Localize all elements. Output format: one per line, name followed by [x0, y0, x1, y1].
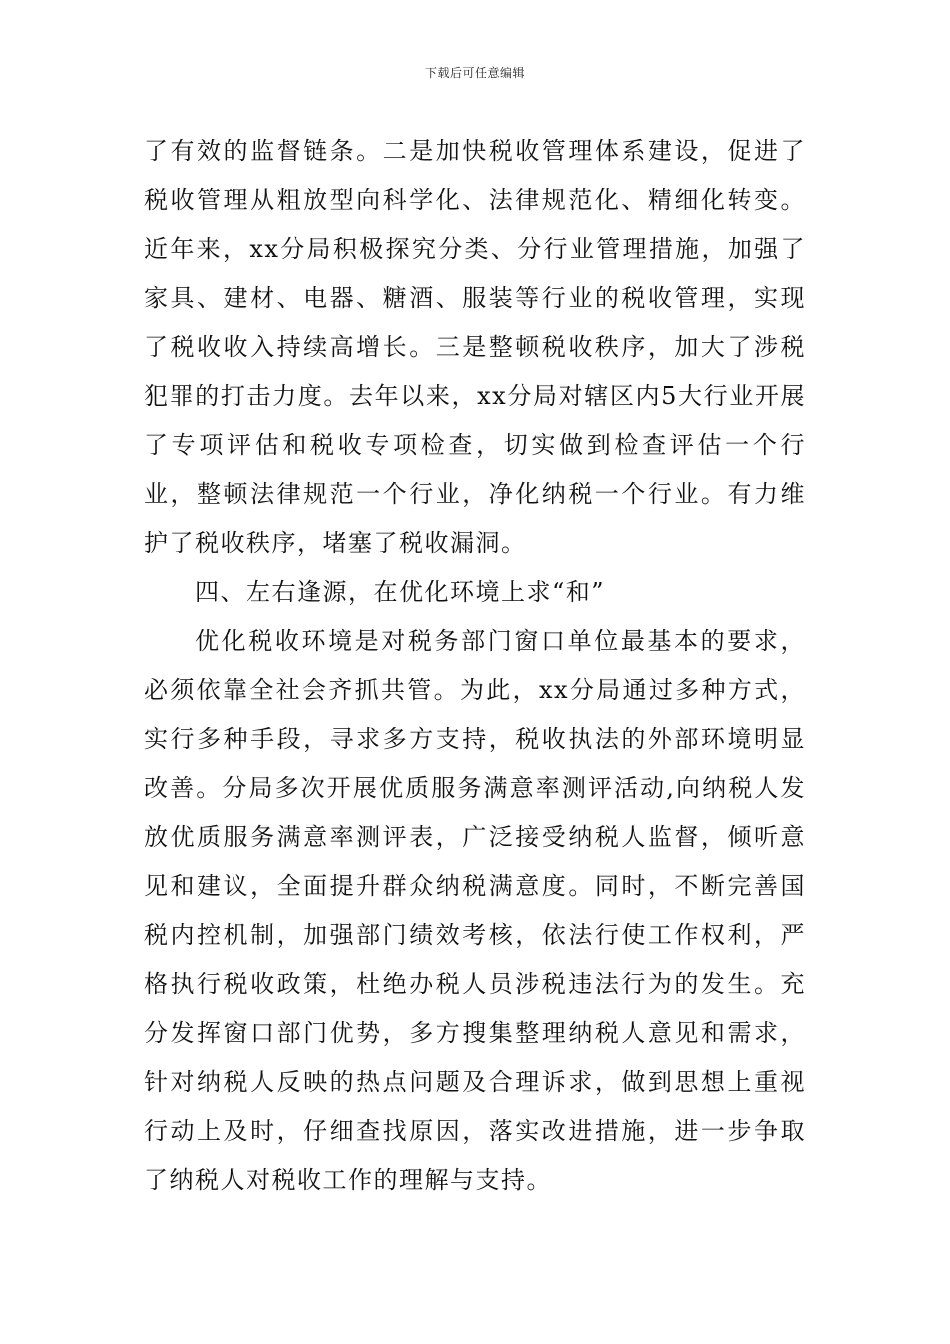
section-heading-four: 四、左右逢源，在优化环境上求“和” — [195, 578, 606, 606]
paragraph-continuation: 了有效的监督链条。二是加快税收管理体系建设，促进了税收管理从粗放型向科学化、法律规范化、精细化转变。近年来，xx分局积极探究分类、分行业管理措施，加强了家具、建材、电器、糖酒、服装等行业的税收管理，实现了税收收入持续高增长。三是整顿税收秩序，加大了涉税犯罪的打击力度。去年以来，xx分局对辖区内5大行业开展了专项评估和税收专项检查，切实做到检查评估一个行业，整顿法律规范一个行业，净化纳税一个行业。有力维护了税收秩序，堵塞了税收漏洞。 — [144, 137, 806, 557]
paragraph-environment: 优化税收环境是对税务部门窗口单位最基本的要求，必须依靠全社会齐抓共管。为此，xx分局通过多种方式，实行多种手段，寻求多方支持，税收执法的外部环境明显改善。分局多次开展优质服务满意率测评活动,向纳税人发放优质服务满意率测评表，广泛接受纳税人监督，倾听意见和建议，全面提升群众纳税满意度。同时，不断完善国税内控机制，加强部门绩效考核，依法行使工作权利，严格执行税收政策，杜绝办税人员涉税违法行为的发生。充分发挥窗口部门优势，多方搜集整理纳税人意见和需求，针对纳税人反映的热点问题及合理诉求，做到思想上重视行动上及时，仔细查找原因，落实改进措施，进一步争取了纳税人对税收工作的理解与支持。 — [144, 627, 806, 1194]
page-header-note: 下载后可任意编辑 — [424, 66, 525, 80]
document-body — [144, 127, 806, 1205]
